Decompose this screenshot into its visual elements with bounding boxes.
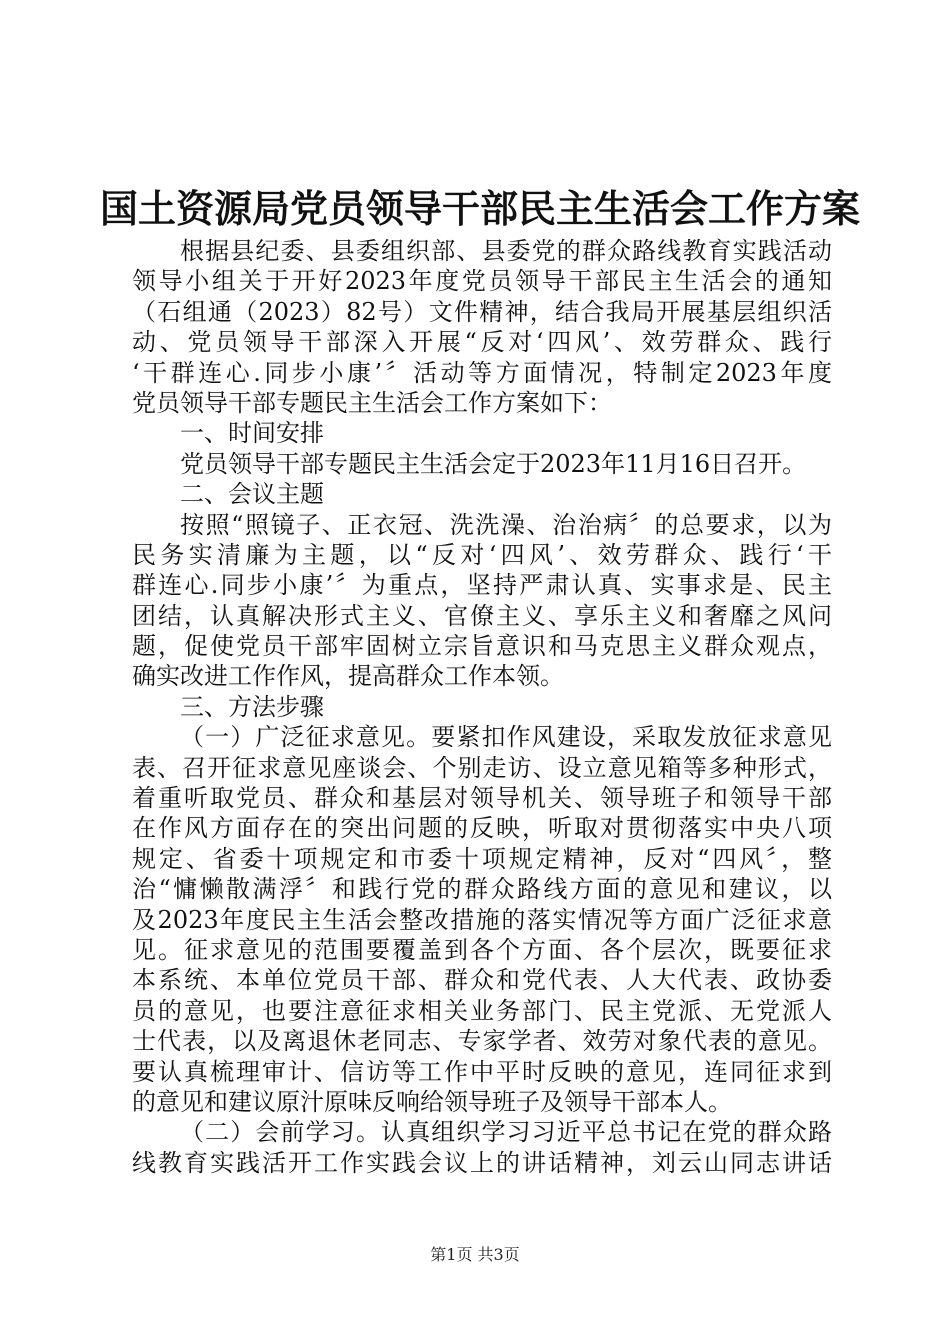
- document-body: [132, 236, 832, 1178]
- paragraph-line: （石组通（2023）82号）文件精神，结合我局开展基层组织活: [132, 297, 832, 326]
- paragraph-line: 着重听取党员、群众和基层对领导机关、领导班子和领导干部: [132, 784, 832, 813]
- paragraph-line: 确实改进工作作风，提高群众工作本领。: [132, 662, 564, 691]
- section-heading: 一、时间安排: [180, 419, 324, 448]
- page-footer: 第1页 共3页: [430, 1245, 520, 1264]
- paragraph-line: 表、召开征求意见座谈会、个别走访、设立意见箱等多种形式，: [132, 753, 832, 782]
- paragraph-line: 动、党员领导干部深入开展“反对‘四风’、效劳群众、践行: [132, 328, 832, 357]
- paragraph-line: 按照“照镜子、正衣冠、洗洗澡、治治病〞的总要求，以为: [180, 510, 832, 539]
- paragraph-line: 规定、省委十项规定和市委十项规定精神，反对“四风〞，整: [132, 844, 832, 873]
- section-heading: 二、会议主题: [180, 480, 324, 509]
- paragraph-line: 及2023年度民主生活会整改措施的落实情况等方面广泛征求意: [132, 905, 832, 934]
- paragraph-line: 士代表，以及离退休老同志、专家学者、效劳对象代表的意见。: [132, 1027, 832, 1056]
- paragraph-line: 群连心.同步小康’〞为重点，坚持严肃认真、实事求是、民主: [132, 571, 832, 600]
- paragraph-line: 要认真梳理审计、信访等工作中平时反映的意见，连同征求到: [132, 1057, 832, 1086]
- paragraph-line: 本系统、本单位党员干部、群众和党代表、人大代表、政协委: [132, 966, 832, 995]
- paragraph-line: 见。征求意见的范围要覆盖到各个方面、各个层次，既要征求: [132, 935, 832, 964]
- paragraph-line: 团结，认真解决形式主义、官僚主义、享乐主义和奢靡之风问: [132, 601, 832, 630]
- paragraph-line: 题，促使党员干部牢固树立宗旨意识和马克思主义群众观点，: [132, 632, 832, 661]
- paragraph-line: 员的意见，也要注意征求相关业务部门、民主党派、无党派人: [132, 996, 832, 1025]
- section-heading: 三、方法步骤: [180, 692, 324, 721]
- paragraph-line: 线教育实践活开工作实践会议上的讲话精神，刘云山同志讲话: [132, 1148, 832, 1177]
- paragraph-line: （二）会前学习。认真组织学习习近平总书记在党的群众路: [180, 1118, 832, 1147]
- paragraph-line: 根据县纪委、县委组织部、县委党的群众路线教育实践活动: [180, 237, 832, 265]
- paragraph-line: 党员领导干部专题民主生活会工作方案如下：: [132, 388, 612, 417]
- paragraph-line: 领导小组关于开好2023年度党员领导干部民主生活会的通知: [132, 267, 832, 296]
- paragraph-line: 党员领导干部专题民主生活会定于2023年11月16日召开。: [180, 449, 807, 478]
- document-title: 国土资源局党员领导干部民主生活会工作方案: [100, 186, 861, 231]
- paragraph-line: 在作风方面存在的突出问题的反映，听取对贯彻落实中央八项: [132, 814, 832, 843]
- paragraph-line: 的意见和建议原汁原味反响给领导班子及领导干部本人。: [132, 1087, 732, 1116]
- paragraph-line: 治“慵懒散满浮〞和践行党的群众路线方面的意见和建议，以: [132, 875, 832, 904]
- paragraph-line: （一）广泛征求意见。要紧扣作风建设，采取发放征求意见: [180, 723, 832, 752]
- paragraph-line: 民务实清廉为主题，以“反对‘四风’、效劳群众、践行‘干: [132, 540, 832, 569]
- paragraph-line: ‘干群连心.同步小康’〞活动等方面情况，特制定2023年度: [132, 358, 832, 387]
